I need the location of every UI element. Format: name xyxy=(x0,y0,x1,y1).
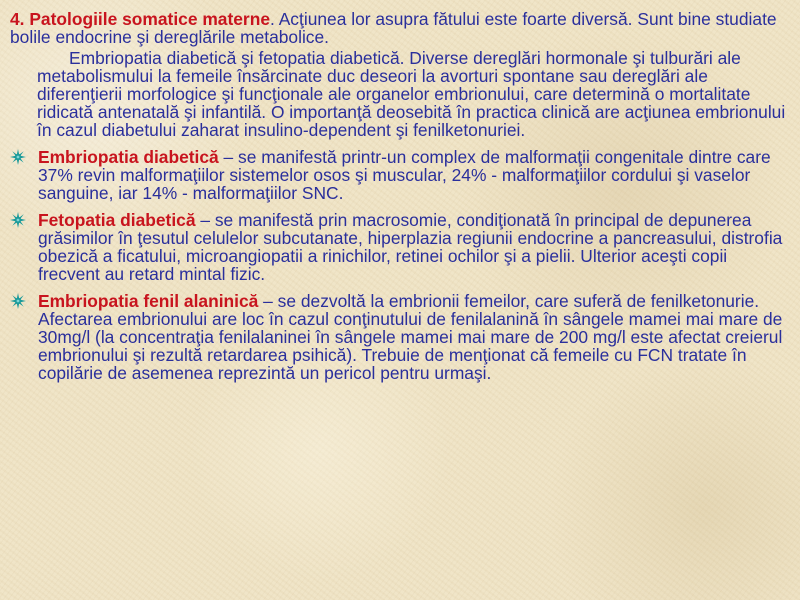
sunburst-bullet-icon xyxy=(10,149,26,165)
intro-paragraph xyxy=(8,10,788,46)
bullet-text: – se manifestă prin macrosomie, condiţionată în principal de depunerea grăsimilor în ţesutul celulelor subcutanate, hiperplazia regiunii endocrine a pancreasului, distrofia obezică a ficatului, microangiopatii a rinichilor, retinei ochilor şi a pielii. Ulterior aceşti copii frecvent au retard mintal fizic. xyxy=(38,210,783,284)
bullet-text: – se dezvoltă la embrionii femeilor, care suferă de fenilketonurie. Afectarea embrionului are loc în cazul conţinutului de fenilalanină în sângele mamei mai mare de 30mg/l (la concentraţia fenilalaninei în sângele mamei mai mare de 200 mg/l este afectat creierul embrionului şi rezultă retardarea psihică). Trebuie de menţionat că femeile cu FCN tratate în copilărie de asemenea reprezintă un pericol pentru urmaşi. xyxy=(38,291,783,383)
bullet-term: Fetopatia diabetică xyxy=(38,210,196,230)
slide-content xyxy=(8,10,788,382)
sunburst-bullet-icon xyxy=(10,212,26,228)
bullet-item-diabetic-fetopathy xyxy=(8,211,788,283)
bullet-item-phenylalanine-embryopathy xyxy=(8,292,788,382)
intro-lead: 4. Patologiile somatice materne xyxy=(10,9,270,29)
bullet-term: Embriopatia diabetică xyxy=(38,147,219,167)
sunburst-bullet-icon xyxy=(10,293,26,309)
bullet-term: Embriopatia fenil alaninică xyxy=(38,291,259,311)
bullet-item-diabetic-embryopathy xyxy=(8,148,788,202)
intro-text: . Acţiunea lor asupra fătului este foarte diversă. Sunt bine studiate bolile endocrine şi dereglările metabolice. xyxy=(10,9,777,47)
diabetes-paragraph: Embriopatia diabetică şi fetopatia diabetică. Diverse dereglări hormonale şi tulburări ale metabolismului la femeile însărcinate duc deseori la avorturi spontane sau dereglări ale diferenţierii morfologice şi funcţionale ale organelor embrionului, care determină o mortalitate ridicată antenatală şi infantilă. O importanţă deosebită în practica clinică are acţiunea embrionului în cazul diabetului zaharat insulino-dependent şi fenilketonuriei. xyxy=(37,48,786,140)
bullet-text: – se manifestă printr-un complex de malformaţii congenitale dintre care 37% revin malformaţiilor sistemelor osos şi muscular, 24% - malformaţiilor cordului şi vaselor sanguine, iar 14% - malformaţiilor SNC. xyxy=(38,147,771,203)
